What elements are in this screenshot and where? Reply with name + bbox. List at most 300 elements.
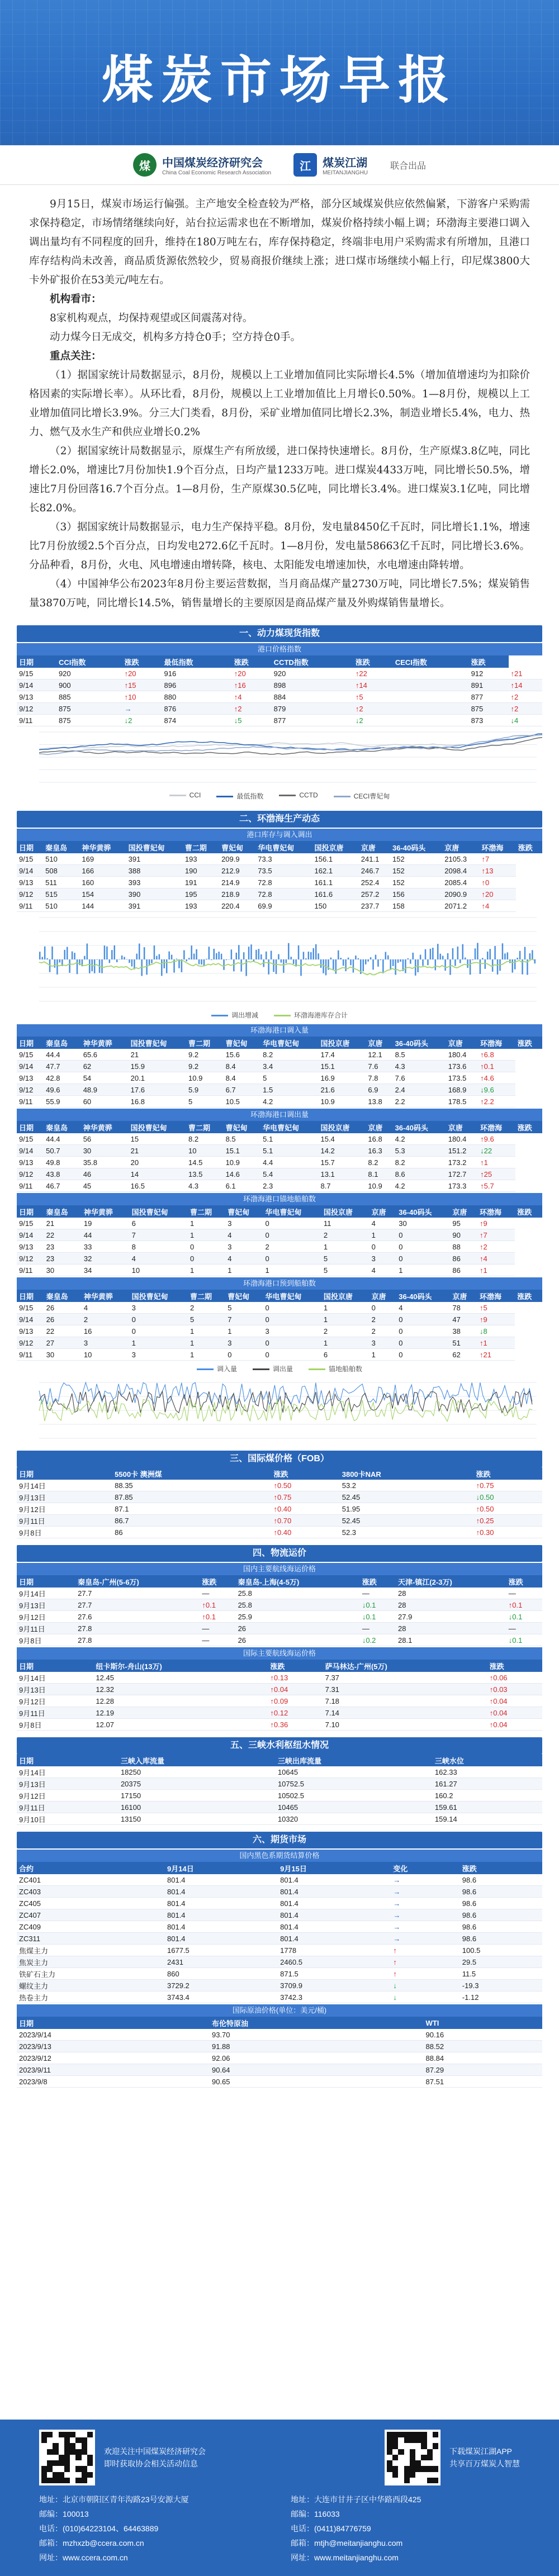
table-cell: ↓0.1 <box>506 1634 542 1646</box>
table-cell: ↓0.1 <box>360 1611 396 1623</box>
col-header: 涨跌 <box>515 1290 542 1302</box>
table-cell: 801.4 <box>165 1933 278 1945</box>
table-cell: 0 <box>369 1302 397 1314</box>
table-cell: 7 <box>130 1229 188 1241</box>
table-cell: ↑22 <box>353 668 393 679</box>
table-cell: 9月14日 <box>17 1588 75 1599</box>
col-header: 国投京唐 <box>321 1290 369 1302</box>
table-cell: — <box>506 1623 542 1634</box>
col-header: 神华黄骅 <box>81 1121 129 1133</box>
table-cell: 32 <box>82 1253 130 1265</box>
table-cell: ↑7 <box>480 853 516 865</box>
footer <box>0 2420 559 2576</box>
table-cell: 9月12日 <box>17 1611 75 1623</box>
table-cell: 10 <box>186 1145 224 1157</box>
table-cell: 0 <box>396 1314 450 1325</box>
table-cell: 43.8 <box>44 1168 81 1180</box>
table-cell: → <box>391 1886 459 1898</box>
table-cell: 2 <box>82 1314 130 1325</box>
table-cell: 169 <box>79 853 126 865</box>
table-cell: 2023/9/11 <box>17 2064 210 2076</box>
table-cell: — <box>506 1588 542 1599</box>
table-cell: 2460.5 <box>278 1956 391 1968</box>
table-cell: 15.7 <box>318 1157 366 1168</box>
section-intl-price <box>17 1451 542 1538</box>
ccera-name: 中国煤炭经济研究会 <box>162 157 263 169</box>
table-cell: ↑9.6 <box>478 1133 515 1145</box>
section-title: 五、三峡水利枢纽水情况 <box>17 1737 542 1754</box>
bar-mark <box>121 956 123 959</box>
table-row <box>17 1218 542 1229</box>
table-cell: ↓0.1 <box>506 1611 542 1623</box>
table-cell: 9月11日 <box>17 1515 112 1527</box>
table-cell: 10 <box>82 1349 130 1361</box>
col-header: 国投曹妃甸 <box>129 1037 186 1049</box>
table-cell: 8.4 <box>224 1061 261 1072</box>
bar-mark <box>124 957 125 959</box>
section-subtitle: 国内黑色系期货结算价格 <box>17 1850 542 1862</box>
table-cell: ↑0.70 <box>271 1515 339 1527</box>
col-header: 涨跌 <box>200 1575 235 1588</box>
col-header: 京唐 <box>446 1121 478 1133</box>
table-cell: ↑9 <box>477 1314 515 1325</box>
table-cell: ↑7 <box>477 1229 515 1241</box>
col-header: 曹妃甸 <box>224 1037 261 1049</box>
contact-line: 电话：(0411)84776759 <box>291 2524 371 2533</box>
col-header: 萨马林达-广州(5万) <box>323 1660 487 1672</box>
col-header: 涨跌 <box>506 1575 542 1588</box>
bar-mark <box>482 958 484 959</box>
table-cell: 0 <box>369 1241 397 1253</box>
table-cell: 166 <box>79 865 126 877</box>
table-cell: 7.14 <box>323 1707 487 1719</box>
table-cell: 27.9 <box>396 1611 506 1623</box>
table-cell: 9/12 <box>17 888 43 900</box>
table-cell: 14.2 <box>318 1145 366 1157</box>
bar-mark <box>238 945 240 959</box>
table-row <box>17 1790 542 1802</box>
table-cell: 880 <box>162 691 232 703</box>
table-cell: 1 <box>321 1241 369 1253</box>
table-cell: 874 <box>162 715 232 726</box>
table-cell: 16.3 <box>366 1145 392 1157</box>
three-gorges-table <box>17 1754 542 1825</box>
table-cell: 801.4 <box>278 1909 391 1921</box>
bar-mark <box>203 959 205 966</box>
bar-mark <box>64 950 66 959</box>
table-cell: ↑5 <box>477 1302 515 1314</box>
table-cell: 86 <box>450 1253 477 1265</box>
table-cell: ↑0.04 <box>268 1684 323 1695</box>
table-cell: 35.8 <box>81 1157 129 1168</box>
table-cell: 801.4 <box>165 1898 278 1909</box>
table-cell: 9/15 <box>17 1049 44 1061</box>
col-header: 国投京唐 <box>321 1205 369 1218</box>
col-header: 三峡入库流量 <box>119 1754 276 1766</box>
table-cell: 10645 <box>276 1766 433 1778</box>
bar-mark <box>512 959 514 973</box>
table-cell: ↑0.13 <box>268 1672 323 1684</box>
table-cell: 9/15 <box>17 1302 44 1314</box>
col-header: 京唐 <box>366 1037 392 1049</box>
col-header: 涨跌 <box>271 1467 339 1480</box>
table-cell: 885 <box>56 691 122 703</box>
table-cell: 5.1 <box>260 1133 318 1145</box>
table-cell: 49.6 <box>44 1084 81 1096</box>
table-cell: 5.9 <box>186 1084 224 1096</box>
bar-mark <box>425 949 427 959</box>
app-qr-block[interactable] <box>385 2430 520 2485</box>
table-cell: 30 <box>396 1218 450 1229</box>
table-cell: 焦煤主力 <box>17 1945 165 1956</box>
table-cell: 28.1 <box>396 1634 506 1646</box>
table-cell: 46.7 <box>44 1180 81 1192</box>
table-cell: 876 <box>162 703 232 715</box>
table-cell: 15.1 <box>224 1145 261 1157</box>
table-cell: ↑9 <box>477 1218 515 1229</box>
table-cell: ↑2.2 <box>478 1096 515 1108</box>
table-cell: 9/11 <box>17 715 56 726</box>
table-cell: 1778 <box>278 1945 391 1956</box>
table-cell: 28 <box>396 1588 506 1599</box>
table-cell: 1 <box>188 1325 225 1337</box>
table-cell: 151.2 <box>446 1145 478 1157</box>
table-cell: 6 <box>321 1349 369 1361</box>
table-cell: 12.19 <box>93 1707 268 1719</box>
bar-mark <box>271 950 272 959</box>
bar-mark <box>395 959 396 975</box>
col-header: 天津-镇江(2-3万) <box>396 1575 506 1588</box>
table-cell: 21.6 <box>318 1084 366 1096</box>
table-cell: 3 <box>225 1337 263 1349</box>
table-cell: 4.2 <box>393 1180 446 1192</box>
table-cell: 5.1 <box>260 1145 318 1157</box>
bar-mark <box>392 959 394 966</box>
table-cell: 12.45 <box>93 1672 268 1684</box>
table-cell: 21 <box>129 1145 186 1157</box>
table-cell: ↑0.04 <box>487 1719 542 1731</box>
contact-line: 电话：(010)64223104、64463889 <box>39 2524 159 2533</box>
table-cell: 4.2 <box>393 1133 446 1145</box>
bar-mark <box>410 959 411 964</box>
table-cell: 898 <box>272 679 353 691</box>
table-row <box>17 900 542 912</box>
col-header: 曹妃甸 <box>224 1121 261 1133</box>
bar-mark <box>405 959 406 973</box>
table-cell: 252.4 <box>359 877 390 888</box>
contact-line[interactable]: 网址：www.meitanjianghu.com <box>291 2553 399 2562</box>
table-cell: 13.1 <box>318 1168 366 1180</box>
col-header: 日期 <box>17 1205 44 1218</box>
meitanjianghu-logo[interactable] <box>293 153 368 177</box>
meitanjianghu-emblem-icon: 江 <box>293 153 317 177</box>
table-cell: 3 <box>130 1349 188 1361</box>
table-cell: 2 <box>321 1229 369 1241</box>
bar-mark <box>87 944 88 959</box>
table-cell: 9月13日 <box>17 1684 93 1695</box>
col-header: 36-40码头 <box>396 1290 450 1302</box>
section-bohai <box>17 811 542 1444</box>
header-banner <box>0 0 559 145</box>
table-row <box>17 1707 542 1719</box>
bar-mark <box>144 947 145 959</box>
col-header: 环渤海 <box>477 1205 515 1218</box>
table-cell: 26 <box>236 1623 360 1634</box>
table-cell: 20 <box>129 1157 186 1168</box>
table-cell: 11.5 <box>460 1968 542 1980</box>
bar-mark <box>358 958 359 959</box>
table-cell: 801.4 <box>278 1874 391 1886</box>
table-cell: 8 <box>130 1241 188 1253</box>
table-cell: 72.8 <box>255 888 312 900</box>
table-cell: 9/13 <box>17 1157 44 1168</box>
table-cell: 34 <box>82 1265 130 1276</box>
bar-mark <box>303 952 305 959</box>
col-header: 国投曹妃甸 <box>126 841 183 853</box>
contact-line[interactable]: 网址：www.ccera.com.cn <box>39 2553 128 2562</box>
legend-item: CECI曹妃甸 <box>353 792 390 800</box>
table-cell: 98.6 <box>460 1874 542 1886</box>
table-cell: 180.4 <box>446 1133 478 1145</box>
table-cell: 875 <box>469 703 509 715</box>
bar-mark <box>408 958 409 959</box>
table-cell: 10.5 <box>224 1096 261 1108</box>
table-cell: ↑16 <box>232 679 272 691</box>
table-row <box>17 703 542 715</box>
table-cell: 10752.5 <box>276 1778 433 1790</box>
table-cell: 9/13 <box>17 691 56 703</box>
table-cell: 154 <box>79 888 126 900</box>
table-cell: 158 <box>390 900 442 912</box>
table-cell: 98.6 <box>460 1886 542 1898</box>
table-cell: 52.3 <box>340 1527 474 1538</box>
table-cell: ↑6.8 <box>478 1049 515 1061</box>
bar-mark <box>293 959 295 964</box>
bar-mark <box>74 953 75 959</box>
bar-mark <box>268 959 269 975</box>
bar-mark <box>77 959 78 974</box>
table-cell: ↑4 <box>477 1253 515 1265</box>
col-header: 36-40码头 <box>393 1037 446 1049</box>
table-row <box>17 1314 542 1325</box>
table-cell: 1 <box>369 1349 397 1361</box>
table-cell: ↑0.1 <box>200 1599 235 1611</box>
table-cell: 13.8 <box>366 1096 392 1108</box>
table-cell: 241.1 <box>359 853 390 865</box>
col-header: 日期 <box>17 1575 75 1588</box>
table-cell: 801.4 <box>278 1898 391 1909</box>
table-cell: 93.70 <box>210 2029 424 2041</box>
bar-mark <box>372 959 374 969</box>
table-cell: 60 <box>81 1096 129 1108</box>
table-cell: 801.4 <box>165 1886 278 1898</box>
table-cell: ↑0.04 <box>487 1695 542 1707</box>
table-cell: 388 <box>126 865 183 877</box>
table-cell: 9/13 <box>17 1072 44 1084</box>
table-row <box>17 1933 542 1945</box>
table-cell: 90.64 <box>210 2064 424 2076</box>
table-cell: ↑0.36 <box>268 1719 323 1731</box>
bar-mark <box>198 959 200 964</box>
table-row <box>17 877 542 888</box>
bar-mark <box>273 959 274 972</box>
col-header: 涨跌 <box>268 1660 323 1672</box>
table-cell: ↑ <box>391 1968 459 1980</box>
table-cell: 10465 <box>276 1802 433 1813</box>
table-cell: 2085.4 <box>442 877 479 888</box>
col-header: 秦皇岛 <box>44 1121 81 1133</box>
table-cell: ↑ <box>391 1956 459 1968</box>
contact-line[interactable]: 邮箱：mtjh@meitanjianghu.com <box>291 2539 403 2548</box>
table-cell: ↑0.75 <box>271 1491 339 1503</box>
col-header: 京唐 <box>366 1121 392 1133</box>
bohai-inventory-chart <box>17 912 542 1007</box>
table-cell: 29.5 <box>460 1956 542 1968</box>
table-cell: 9月13日 <box>17 1599 75 1611</box>
bar-mark <box>470 959 471 975</box>
bar-mark <box>151 959 153 963</box>
table-cell: 0 <box>396 1241 450 1253</box>
qr-code-icon <box>385 2430 440 2485</box>
bar-mark <box>149 959 150 965</box>
table-row <box>17 1599 542 1611</box>
table-cell: 9/12 <box>17 1084 44 1096</box>
table-cell: 9/13 <box>17 1241 44 1253</box>
table-cell: ↑ <box>391 1945 459 1956</box>
table-cell: 877 <box>469 691 509 703</box>
bar-mark <box>164 959 165 968</box>
table-cell: 7 <box>225 1314 263 1325</box>
table-cell: ↑2 <box>232 703 272 715</box>
bar-mark <box>380 959 382 960</box>
bar-mark <box>308 952 310 959</box>
table-cell: 1 <box>225 1265 263 1276</box>
table-cell: 98.6 <box>460 1909 542 1921</box>
table-cell: 214.9 <box>219 877 255 888</box>
bar-mark <box>240 959 242 972</box>
table-row <box>17 1802 542 1813</box>
table-cell: -19.3 <box>460 1980 542 1992</box>
table-cell: 1.5 <box>260 1084 318 1096</box>
table-cell: 9月8日 <box>17 1719 93 1731</box>
chart-legend <box>17 1007 542 1023</box>
table-cell: 5 <box>260 1072 318 1084</box>
table-cell: 14 <box>129 1168 186 1180</box>
table-cell: ↑0.50 <box>271 1480 339 1491</box>
table-cell: 13.5 <box>186 1168 224 1180</box>
bar-mark <box>427 959 429 965</box>
bar-mark <box>494 946 496 959</box>
legend-item: 锚地船舶数 <box>329 1365 363 1373</box>
col-header: 曹二期 <box>188 1290 225 1302</box>
col-header: 华电曹妃甸 <box>260 1037 318 1049</box>
bar-mark <box>397 959 399 963</box>
table-cell: 25.8 <box>236 1599 360 1611</box>
table-cell: 螺纹主力 <box>17 1980 165 1992</box>
col-header: 曹妃甸 <box>225 1205 263 1218</box>
col-header: 环渤海 <box>478 1037 515 1049</box>
bar-mark <box>72 952 73 959</box>
table-cell: ↑5 <box>353 691 393 703</box>
table-cell: 173.6 <box>446 1061 478 1072</box>
table-cell: 152 <box>390 853 442 865</box>
table-cell: 16.9 <box>318 1072 366 1084</box>
table-cell: 9/14 <box>17 1145 44 1157</box>
table-cell: 9/14 <box>17 679 56 691</box>
table-cell: 17150 <box>119 1790 276 1802</box>
col-header: 国投曹妃甸 <box>129 1121 186 1133</box>
bar-mark <box>345 959 347 971</box>
table-cell: 195 <box>183 888 219 900</box>
table-cell: 510 <box>43 853 79 865</box>
table-cell: 4 <box>396 1302 450 1314</box>
table-row <box>17 1168 542 1180</box>
col-header: 秦皇岛 <box>43 841 79 853</box>
table-cell: 46 <box>81 1168 129 1180</box>
table-cell: ↑5.7 <box>478 1180 515 1192</box>
table-cell: 4 <box>369 1265 397 1276</box>
table-row <box>17 1072 542 1084</box>
bar-mark <box>248 947 250 959</box>
table-cell: ↑1 <box>477 1265 515 1276</box>
bar-mark <box>114 945 116 959</box>
section-futures <box>17 1832 542 2088</box>
table-cell: 9/15 <box>17 1218 44 1229</box>
table-cell: 44.4 <box>44 1049 81 1061</box>
col-header: 36-40码头 <box>393 1121 446 1133</box>
table-cell: 162.1 <box>312 865 359 877</box>
table-cell: 510 <box>43 900 79 912</box>
bar-mark <box>350 959 352 965</box>
col-header: 京唐 <box>446 1037 478 1049</box>
col-header: 秦皇岛 <box>44 1205 82 1218</box>
col-header: 京唐 <box>442 841 479 853</box>
table-cell: ↑0.50 <box>474 1503 542 1515</box>
bar-mark <box>534 959 536 963</box>
bar-mark <box>452 948 454 959</box>
table-row <box>17 1623 542 1634</box>
table-cell: 891 <box>469 679 509 691</box>
table-cell: 8.2 <box>260 1049 318 1061</box>
table-cell: 11 <box>321 1218 369 1229</box>
contact-line[interactable]: 邮箱：mzhxzb@ccera.com.cn <box>39 2539 144 2548</box>
table-cell: 801.4 <box>165 1874 278 1886</box>
col-header: 涨跌 <box>515 1037 542 1049</box>
bar-mark <box>56 959 58 975</box>
table-cell: 161.1 <box>312 877 359 888</box>
ccera-qr-block[interactable] <box>39 2430 206 2485</box>
ccera-logo[interactable] <box>133 153 271 177</box>
table-cell: 78 <box>450 1302 477 1314</box>
bar-mark <box>363 959 364 971</box>
table-cell: 0 <box>263 1314 321 1325</box>
table-cell: 0 <box>225 1349 263 1361</box>
table-cell: 5 <box>225 1302 263 1314</box>
table-cell: ↑20 <box>480 888 516 900</box>
bar-mark <box>258 949 260 959</box>
legend-item: 调出量 <box>272 1365 293 1373</box>
section-spot-index <box>17 625 542 804</box>
bar-mark <box>266 952 267 959</box>
table-cell: 4.3 <box>186 1180 224 1192</box>
table-cell: 3 <box>225 1218 263 1229</box>
table-cell: 1 <box>225 1325 263 1337</box>
table-cell: 1677.5 <box>165 1945 278 1956</box>
table-cell: 90 <box>450 1229 477 1241</box>
table-cell: 88.35 <box>112 1480 271 1491</box>
table-cell: ↑0.09 <box>268 1695 323 1707</box>
table-cell: 25.8 <box>236 1588 360 1599</box>
